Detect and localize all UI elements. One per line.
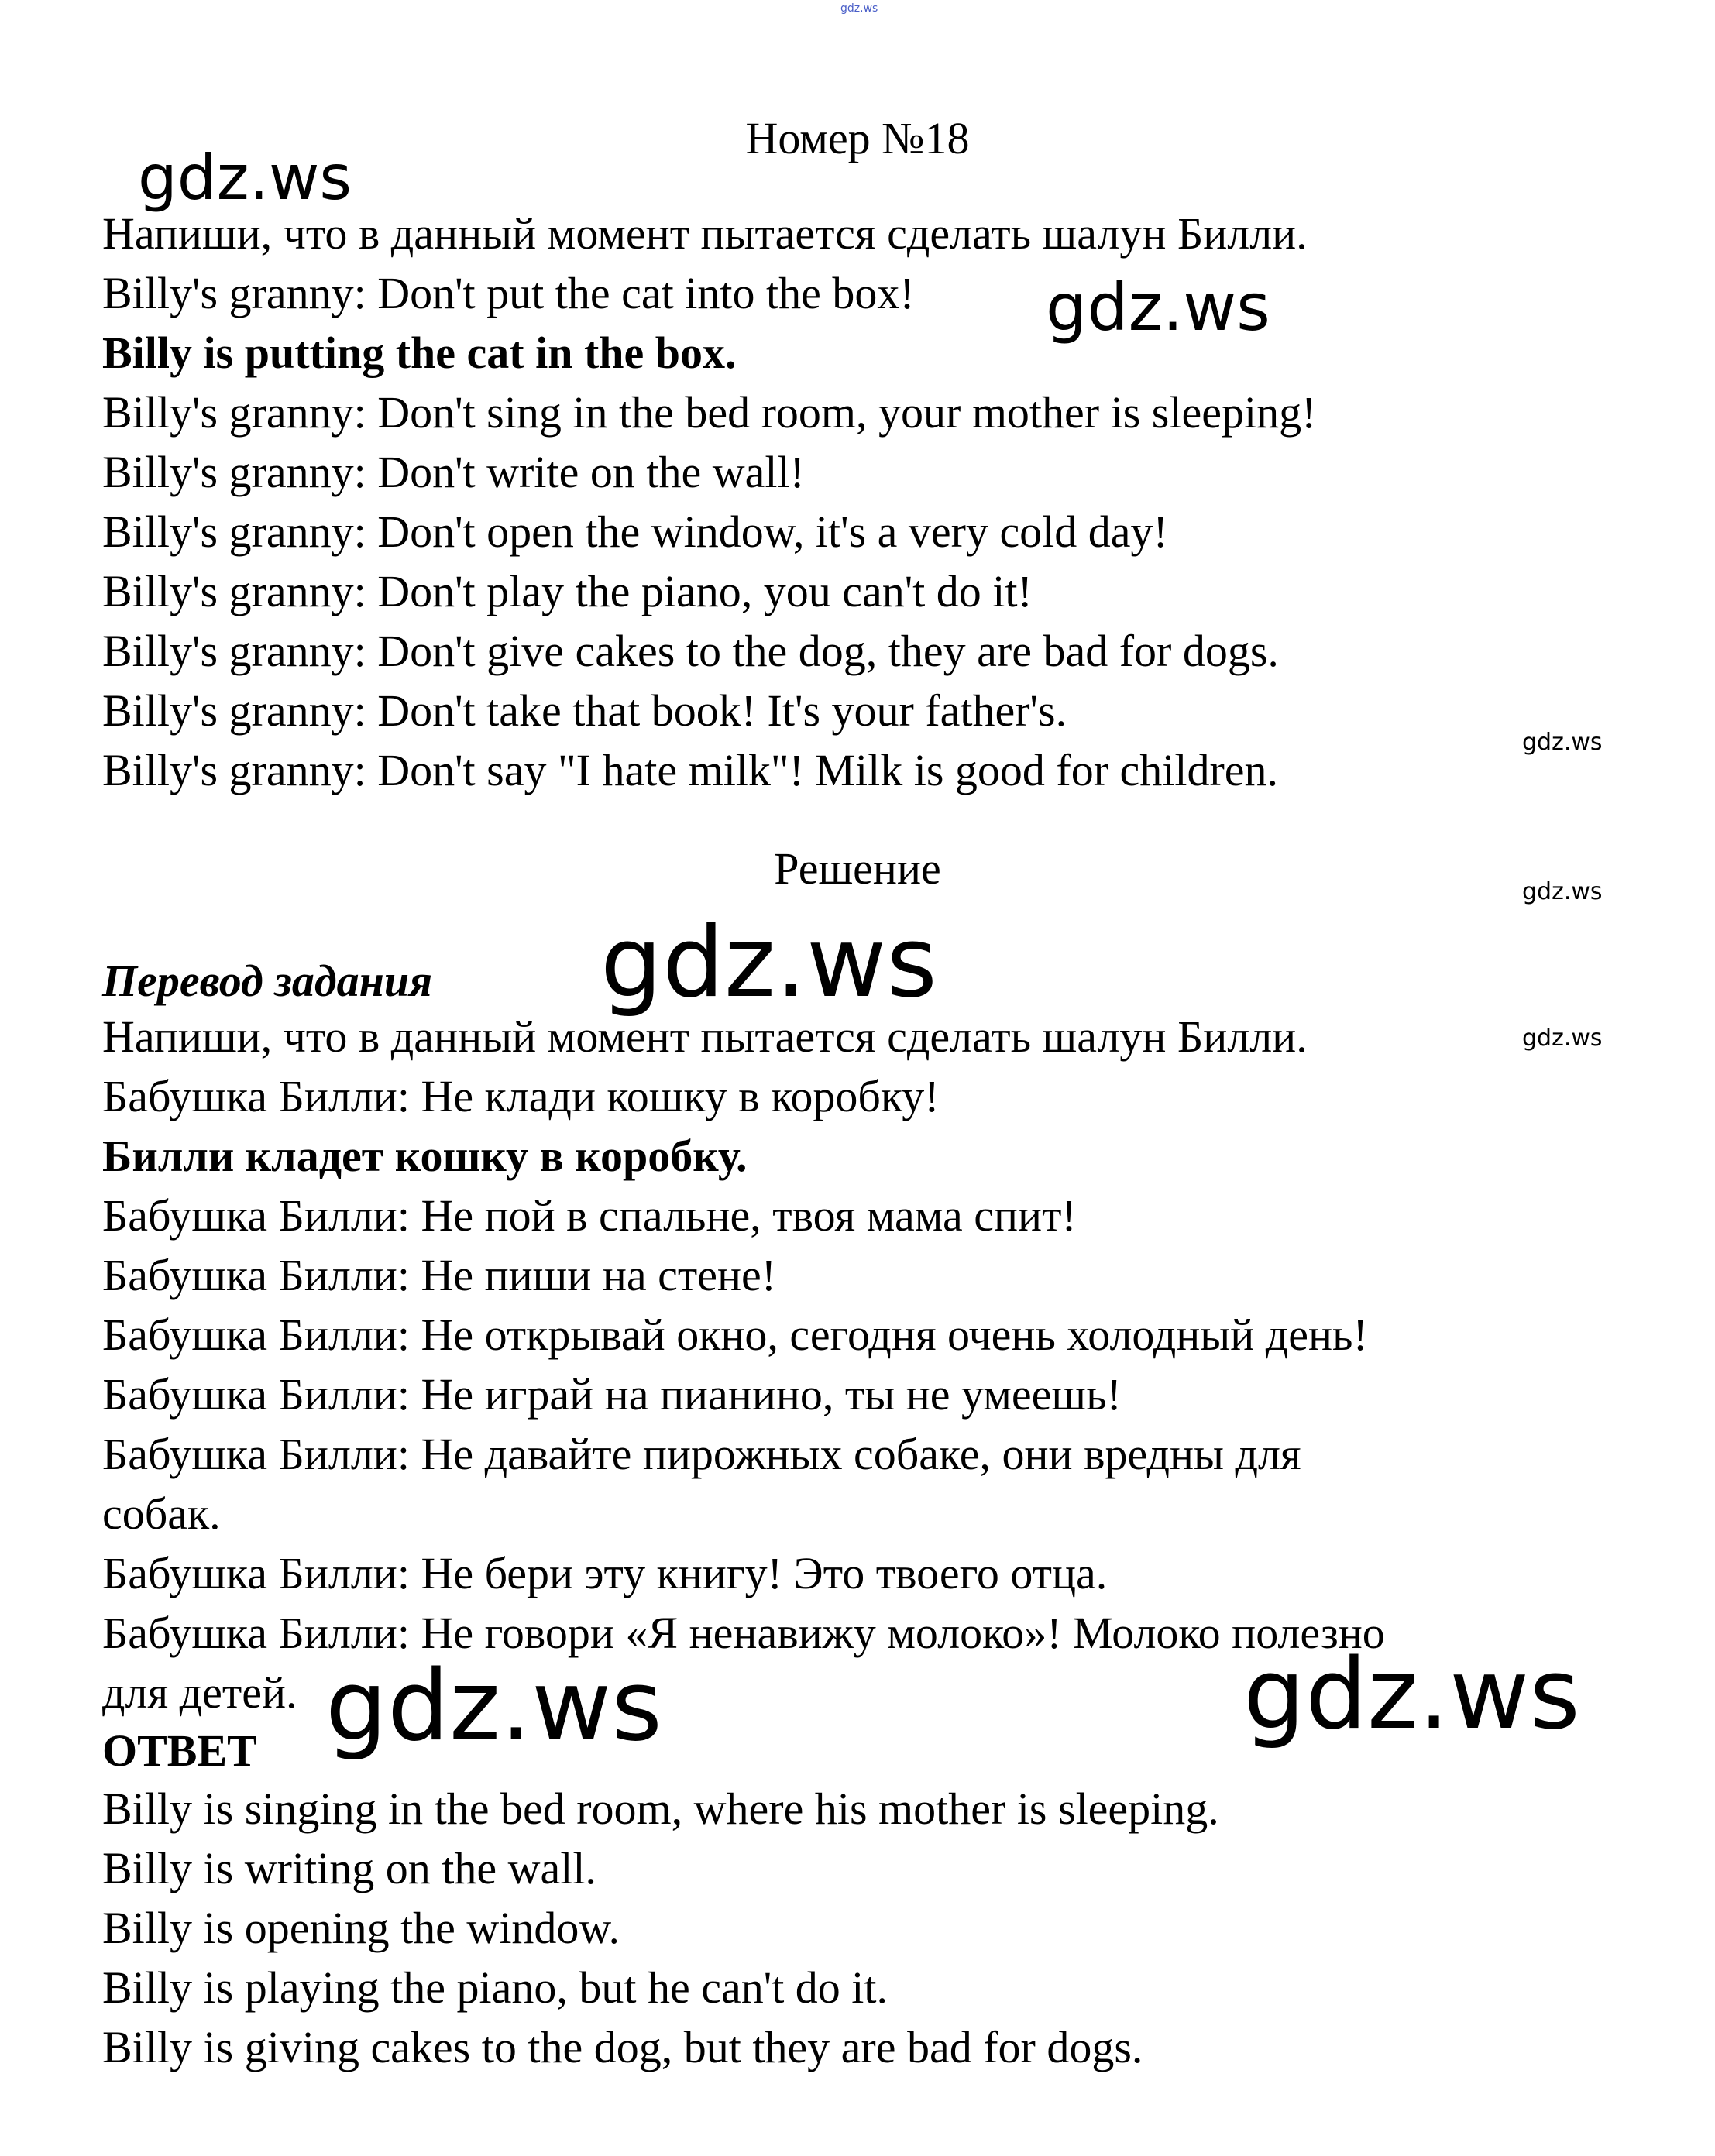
task-line: Billy's granny: Don't play the piano, you can't do it! (102, 566, 1033, 616)
answer-line: Billy is giving cakes to the dog, but they are bad for dogs. (102, 2022, 1143, 2072)
answer-line: Billy is writing on the wall. (102, 1843, 596, 1893)
page-title: Номер №18 (745, 113, 970, 163)
watermark: gdz.ws (1243, 1637, 1580, 1751)
translation-line: для детей. (102, 1667, 297, 1718)
task-example-answer: Billy is putting the cat in the box. (102, 328, 737, 378)
translation-line: Бабушка Билли: Не клади кошку в коробку! (102, 1071, 940, 1121)
translation-line: Бабушка Билли: Не пой в спальне, твоя мама спит! (102, 1190, 1077, 1241)
task-line: Billy's granny: Don't sing in the bed room, your mother is sleeping! (102, 387, 1317, 438)
task-line: Billy's granny: Don't say "I hate milk"! Milk is good for children. (102, 745, 1279, 795)
translation-heading: Перевод задания (102, 956, 432, 1006)
watermark: gdz.ws (325, 1649, 662, 1763)
watermark: gdz.ws (1046, 270, 1270, 345)
task-line: Billy's granny: Don't put the cat into the box! (102, 268, 915, 318)
task-line: Billy's granny: Don't take that book! It's your father's. (102, 685, 1067, 736)
task-line: Billy's granny: Don't open the window, it's a very cold day! (102, 506, 1168, 557)
watermark: gdz.ws (1522, 878, 1603, 905)
translation-example-answer: Билли кладет кошку в коробку. (102, 1131, 748, 1181)
translation-line: Бабушка Билли: Не пиши на стене! (102, 1250, 777, 1300)
task-line: Billy's granny: Don't give cakes to the dog, they are bad for dogs. (102, 626, 1279, 676)
translation-line: Бабушка Билли: Не давайте пирожных собаке, они вредны для (102, 1429, 1301, 1479)
task-instruction: Напиши, что в данный момент пытается сделать шалун Билли. (102, 208, 1308, 259)
watermark: gdz.ws (600, 905, 937, 1019)
answer-heading: ОТВЕТ (102, 1725, 257, 1776)
answer-line: Billy is singing in the bed room, where his mother is sleeping. (102, 1784, 1219, 1834)
solution-title: Решение (774, 843, 941, 894)
translation-instruction: Напиши, что в данный момент пытается сделать шалун Билли. (102, 1011, 1308, 1062)
task-line: Billy's granny: Don't write on the wall! (102, 447, 805, 497)
watermark: gdz.ws (138, 142, 352, 214)
translation-line: Бабушка Билли: Не открывай окно, сегодня очень холодный день! (102, 1310, 1368, 1360)
translation-line: Бабушка Билли: Не играй на пианино, ты не умеешь! (102, 1369, 1122, 1420)
translation-line: Бабушка Билли: Не бери эту книгу! Это твоего отца. (102, 1548, 1108, 1598)
top-watermark: gdz.ws (840, 2, 878, 15)
translation-line: собак. (102, 1488, 221, 1539)
translation-line: Бабушка Билли: Не говори «Я ненавижу молоко»! Молоко полезно (102, 1608, 1385, 1658)
watermark: gdz.ws (1522, 729, 1603, 756)
watermark: gdz.ws (1522, 1025, 1603, 1052)
answer-line: Billy is playing the piano, but he can't do it. (102, 1962, 888, 2013)
answer-line: Billy is opening the window. (102, 1903, 620, 1953)
